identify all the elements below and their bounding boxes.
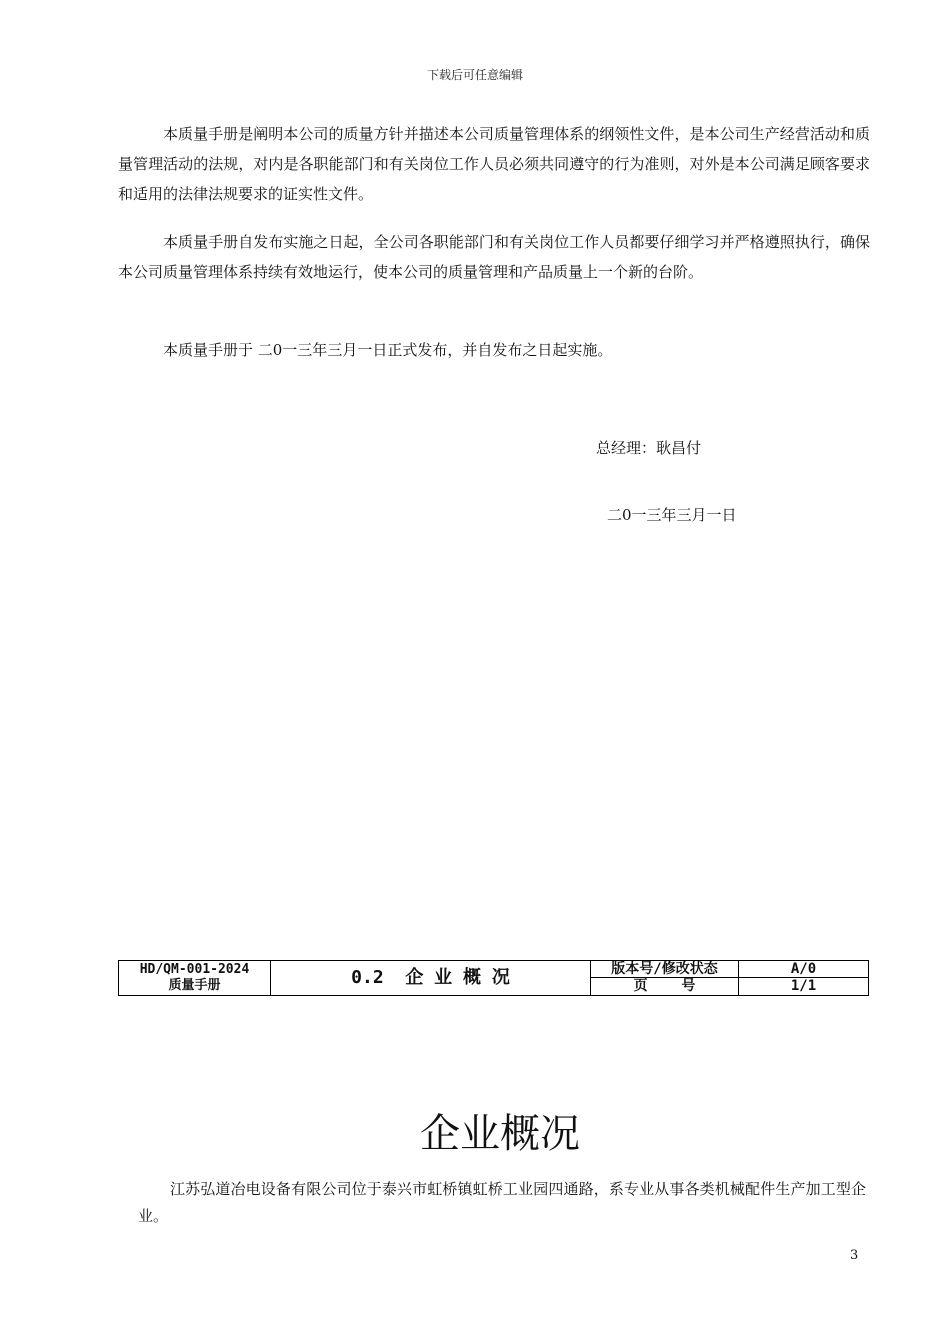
section-title: 企业概况 xyxy=(420,1111,580,1157)
intro-paragraph-2: 本质量手册自发布实施之日起，全公司各职能部门和有关岗位工作人员都要仔细学习并严格遵照执行，确保本公司质量管理体系持续有效地运行，使本公司的质量管理和产品质量上一个新的台阶。 xyxy=(118,233,870,281)
version-label: 版本号/修改状态 xyxy=(591,961,739,978)
signer: 总经理：耿昌付 xyxy=(596,439,702,457)
version-value: A/0 xyxy=(739,961,868,978)
page-value: 1/1 xyxy=(790,978,817,994)
intro-paragraph-1: 本质量手册是阐明本公司的质量方针并描述本公司质量管理体系的纲领性文件，是本公司生产经营活动和质量管理活动的法规，对内是各职能部门和有关岗位工作人员必须共同遵守的行为准则，对外是本公司满足顾客要求和适用的法律法规要求的证实性文件。 xyxy=(118,125,870,203)
sign-date: 二0一三年三月一日 xyxy=(607,506,737,524)
doc-id-cell xyxy=(119,961,271,995)
doc-name: 质量手册 xyxy=(168,978,221,993)
doc-code: HD/QM-001-2024 xyxy=(139,962,250,977)
section-heading-cell: 0.2 企 业 概 况 xyxy=(271,961,591,995)
page-number: 3 xyxy=(850,1248,859,1263)
company-paragraph: 江苏弘道冶电设备有限公司位于泰兴市虹桥镇虹桥工业园四通路，系专业从事各类机械配件生产加工型企业。 xyxy=(138,1180,866,1225)
intro-paragraph-3: 本质量手册于 二0一三年三月一日正式发布，并自发布之日起实施。 xyxy=(163,341,613,359)
page-label: 页 号 xyxy=(591,978,739,995)
download-note: 下载后可任意编辑 xyxy=(426,68,523,82)
document-header-table xyxy=(118,960,869,996)
